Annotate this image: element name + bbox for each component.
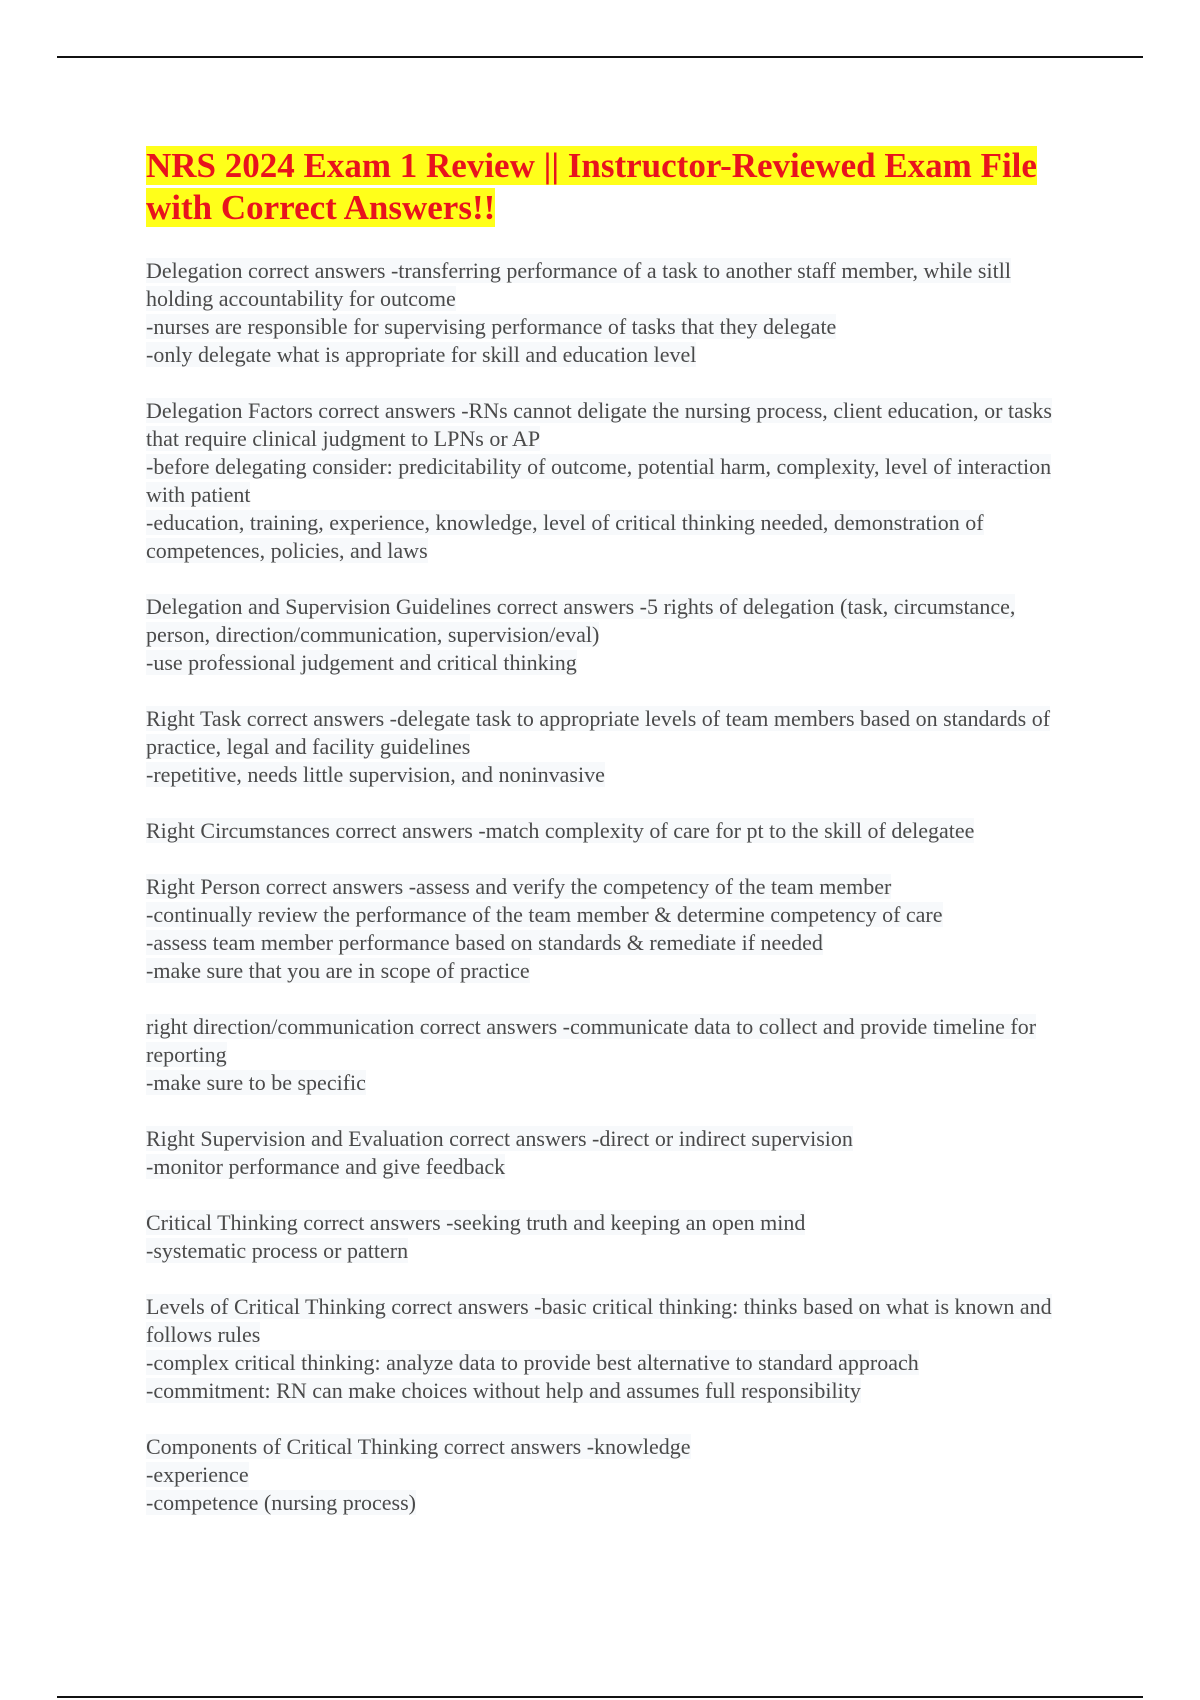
entry-line-text: -assess team member performance based on standards & remediate if needed [146,930,823,955]
qa-entry [146,705,1066,789]
entry-line-text: Delegation and Supervision Guidelines correct answers -5 rights of delegation (task, circumstance, person, direction/communication, supervision/eval) [146,594,1016,647]
entry-line [146,1153,1066,1181]
entry-line [146,397,1066,453]
entry-line [146,509,1066,565]
entry-line [146,341,1066,369]
entry-line-text: Right Circumstances correct answers -match complexity of care for pt to the skill of delegatee [146,818,975,843]
entry-line [146,901,1066,929]
entry-line-text: -nurses are responsible for supervising performance of tasks that they delegate [146,314,837,339]
entry-line [146,1125,1066,1153]
entry-line-text: -before delegating consider: predicitability of outcome, potential harm, complexity, level of interaction with patient [146,454,1052,507]
entry-line-text: Right Task correct answers -delegate task to appropriate levels of team members based on standards of practice, legal and facility guidelines [146,706,1051,759]
entry-line [146,761,1066,789]
document-body [146,145,1066,1545]
entry-line-text: -use professional judgement and critical thinking [146,650,577,675]
entry-line-text: Right Supervision and Evaluation correct answers -direct or indirect supervision [146,1126,853,1151]
qa-entry [146,593,1066,677]
qa-entry [146,397,1066,565]
qa-entry [146,1209,1066,1265]
entry-line-text: -only delegate what is appropriate for skill and education level [146,342,697,367]
entry-line [146,957,1066,985]
entry-line [146,593,1066,649]
document-title [146,145,1066,229]
entry-line [146,705,1066,761]
entry-line-text: -commitment: RN can make choices without help and assumes full responsibility [146,1378,861,1403]
qa-entry [146,1125,1066,1181]
entry-line [146,1489,1066,1517]
entry-line-text: Levels of Critical Thinking correct answers -basic critical thinking: thinks based on what is known and follows rules [146,1294,1052,1347]
entry-line [146,1237,1066,1265]
entry-line [146,1461,1066,1489]
entry-line [146,1293,1066,1349]
entry-line-text: -systematic process or pattern [146,1238,409,1263]
entry-line [146,817,1066,845]
entry-line-text: right direction/communication correct answers -communicate data to collect and provide timeline for reporting [146,1014,1037,1067]
entry-line [146,873,1066,901]
entry-line-text: -competence (nursing process) [146,1490,417,1515]
entry-line-text: -make sure that you are in scope of practice [146,958,530,983]
entry-line-text: Delegation correct answers -transferring performance of a task to another staff member, while sitll holding accountability for outcome [146,258,1011,311]
entry-line-text: -continually review the performance of the team member & determine competency of care [146,902,943,927]
entry-line [146,1433,1066,1461]
qa-entry [146,257,1066,369]
qa-entry [146,873,1066,985]
entry-line-text: Critical Thinking correct answers -seeking truth and keeping an open mind [146,1210,806,1235]
entry-line-text: -experience [146,1462,249,1487]
entry-line [146,1349,1066,1377]
entry-line-text: Right Person correct answers -assess and verify the competency of the team member [146,874,892,899]
entry-line-text: -repetitive, needs little supervision, and noninvasive [146,762,605,787]
qa-entry [146,1013,1066,1097]
qa-entry [146,1433,1066,1517]
entry-line [146,649,1066,677]
entry-line [146,257,1066,313]
entry-line [146,929,1066,957]
entry-line-text: -make sure to be specific [146,1070,366,1095]
top-divider [57,56,1143,58]
entry-line [146,1209,1066,1237]
qa-entry [146,817,1066,845]
entry-line [146,1377,1066,1405]
bottom-divider [57,1696,1143,1698]
entry-line-text: Components of Critical Thinking correct answers -knowledge [146,1434,691,1459]
entry-line-text: -complex critical thinking: analyze data to provide best alternative to standard approach [146,1350,919,1375]
entry-line [146,453,1066,509]
entry-line [146,313,1066,341]
entry-line-text: -monitor performance and give feedback [146,1154,506,1179]
entry-line-text: Delegation Factors correct answers -RNs cannot deligate the nursing process, client education, or tasks that require clinical judgment to LPNs or AP [146,398,1052,451]
document-title-text: NRS 2024 Exam 1 Review || Instructor-Reviewed Exam File with Correct Answers!! [146,146,1037,227]
qa-entry [146,1293,1066,1405]
entry-line-text: -education, training, experience, knowledge, level of critical thinking needed, demonstration of competences, policies, and laws [146,510,984,563]
entry-line [146,1069,1066,1097]
entry-line [146,1013,1066,1069]
